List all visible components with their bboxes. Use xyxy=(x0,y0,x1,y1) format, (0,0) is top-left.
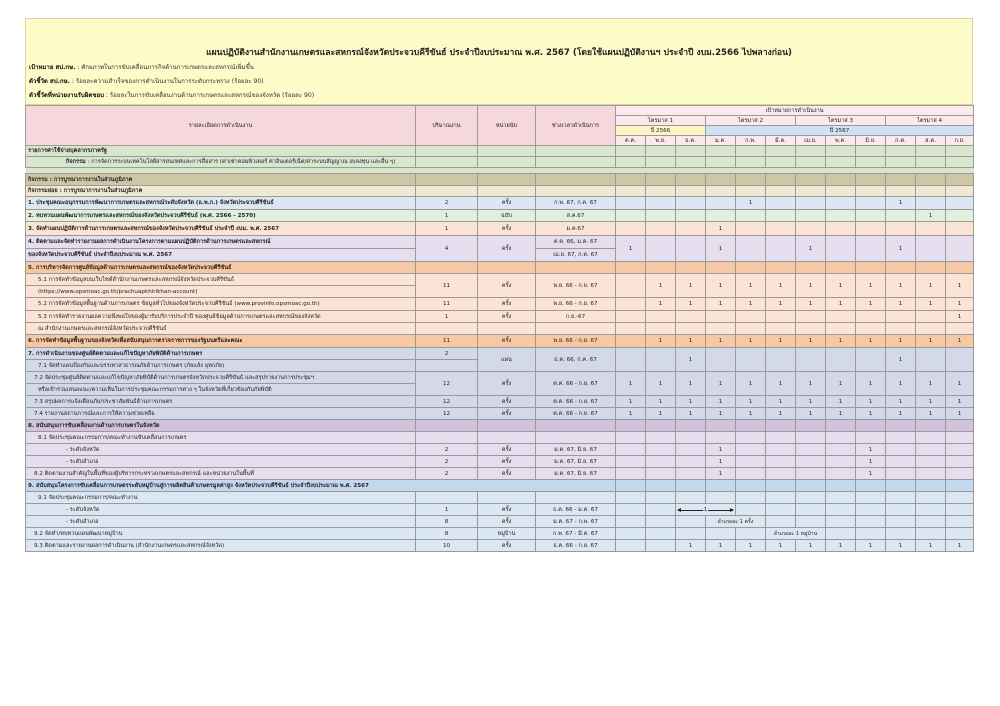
row-unit: ครั้ง xyxy=(478,444,536,456)
row-unit: ฉบับ xyxy=(478,210,536,222)
row-unit: ครั้ง xyxy=(478,298,536,311)
table-row xyxy=(26,540,974,552)
row-qty: 1 xyxy=(416,504,478,516)
row-detail: 7.1 จัดทำแผนป้องกันและบรรเทาสาธารณภัยด้านการเกษตร (ภัยแล้ง อุทกภัย) xyxy=(26,360,416,372)
arrow-right-icon xyxy=(730,508,734,512)
row-period: ก.พ. 67 - มี.ค. 67 xyxy=(536,528,616,540)
month-value: 1 xyxy=(826,298,856,311)
row-detail: 4. ติดตามและจัดทำรายงานผลการดำเนินงานโครงการตามแผนปฏิบัติการด้านการเกษตรและสหกรณ์ xyxy=(26,236,416,249)
month-value: 1 xyxy=(676,372,706,396)
table-row xyxy=(26,492,974,504)
month-value: 1 xyxy=(706,222,736,236)
month-value: 1 xyxy=(646,335,676,348)
table-row-cont xyxy=(26,323,974,335)
month-value: 1 xyxy=(856,274,886,298)
month-value: 1 xyxy=(616,372,646,396)
row-qty: 2 xyxy=(416,444,478,456)
table-row xyxy=(26,262,974,274)
quarter-3: ไตรมาส 3 xyxy=(796,116,886,126)
row-unit: ครั้ง xyxy=(478,408,536,420)
month-value: 1 xyxy=(706,540,736,552)
table-row xyxy=(26,348,974,360)
section-row xyxy=(26,186,974,197)
row-detail: 5.1 การจัดทำข้อมูลบนเว็บไซต์สำนักงานเกษตรและสหกรณ์จังหวัดประจวบคีรีขันธ์ xyxy=(26,274,416,286)
month-value: 1 xyxy=(706,335,736,348)
row-detail: 7.4 รายงานสถานการณ์และการให้ความช่วยเหลือ xyxy=(26,408,416,420)
month-value: 1 xyxy=(736,298,766,311)
month-value: 1 xyxy=(706,408,736,420)
row-unit: ครั้ง xyxy=(478,456,536,468)
table-row xyxy=(26,197,974,210)
row-detail: - ระดับจังหวัด xyxy=(26,444,416,456)
month-value: 1 xyxy=(736,197,766,210)
activity-text xyxy=(26,157,416,168)
month-value: 1 xyxy=(676,274,706,298)
table-row xyxy=(26,432,974,444)
month-value: 1 xyxy=(706,456,736,468)
month-value: 1 xyxy=(856,540,886,552)
month-value: 1 xyxy=(676,298,706,311)
month-value: 1 xyxy=(916,335,946,348)
month-may: พ.ค. xyxy=(826,136,856,146)
row-period: พ.ย. 66 - ก.ย. 67 xyxy=(536,298,616,311)
month-value: 1 xyxy=(706,468,736,480)
table-row xyxy=(26,222,974,236)
row-unit: ครั้ง xyxy=(478,274,536,298)
table-row xyxy=(26,504,974,516)
row-detail: 6. การจัดทำข้อมูลพื้นฐานของจังหวัดเพื่อสนับสนุนการตรวจราชการของรัฐมนตรีและคณะ xyxy=(26,335,416,348)
table-row xyxy=(26,372,974,384)
row-unit: ครั้ง xyxy=(478,372,536,396)
table-row xyxy=(26,516,974,528)
col-header-quantity: ปริมาณงาน xyxy=(416,106,478,146)
month-value: 1 xyxy=(766,335,796,348)
month-value: 1 xyxy=(616,236,646,262)
unit-kpi-label: ตัวชี้วัดที่หน่วยงานรับผิดชอบ xyxy=(29,92,104,99)
row-detail: 1. ประชุมคณะอนุกรรมการพัฒนาการเกษตรและสหกรณ์ระดับจังหวัด (อ.พ.ก.) จังหวัดประจวบคีรีขันธ์ xyxy=(26,197,416,210)
month-value: 1 xyxy=(736,335,766,348)
row-detail: 5.3 การจัดทำรายงานผลความพึงพอใจของผู้มารับบริการประจำปี ของศูนย์ข้อมูลด้านการเกษตรและสหกรณ์ของจังหวัด xyxy=(26,311,416,323)
month-value: 1 xyxy=(886,408,916,420)
row-detail: ของจังหวัดประจวบคีรีขันธ์ ประจำปีงบประมาณ พ.ศ. 2567 xyxy=(26,249,416,262)
table-row xyxy=(26,396,974,408)
month-mar: มี.ค. xyxy=(766,136,796,146)
month-value: 1 xyxy=(796,236,826,262)
month-value: 1 xyxy=(856,456,886,468)
month-value: 1 xyxy=(886,298,916,311)
month-value: 1 xyxy=(796,274,826,298)
month-value: 1 xyxy=(766,396,796,408)
table-row xyxy=(26,311,974,323)
kpi-text: : ร้อยละความสำเร็จของการดำเนินงานในการระดับกระทรวง (ร้อยละ 90) xyxy=(71,78,264,85)
row-qty: 12 xyxy=(416,408,478,420)
row-qty: 2 xyxy=(416,197,478,210)
month-value: 1 xyxy=(796,298,826,311)
month-value: 1 xyxy=(856,335,886,348)
month-value: 1 xyxy=(856,396,886,408)
row-detail: 7.2 จัดประชุมศูนย์ติดตามและแก้ไขปัญหาภัยพิบัติด้านการเกษตรจังหวัดประจวบคีรีขันธ์ และสรุปรายงานการประชุมฯ xyxy=(26,372,416,384)
month-value: 1 xyxy=(796,396,826,408)
row-detail: 5.2 การจัดทำข้อมูลพื้นฐานด้านการเกษตร ข้อมูลทั่วไปของจังหวัดประจวบคีรีขันธ์ (www.provinfo.opsmoac.go.th) xyxy=(26,298,416,311)
row-period: เม.ย. 67, ก.ค. 67 xyxy=(536,249,616,262)
month-value: 1 xyxy=(886,372,916,396)
activity-row xyxy=(26,157,974,168)
month-jun: มิ.ย. xyxy=(856,136,886,146)
row-period: ก.พ. 67, ก.ค. 67 xyxy=(536,197,616,210)
month-value: 1 xyxy=(706,298,736,311)
month-value: 1 xyxy=(946,311,974,323)
row-detail: หรือเข้าร่วมเสนอแนะ/ความเห็นในการประชุมคณะกรรมการต่าง ๆ ในจังหวัดที่เกี่ยวข้องกับภัยพิบัติ xyxy=(26,384,416,396)
sheet-header xyxy=(25,18,973,105)
month-value: 1 xyxy=(946,335,974,348)
row-period: ม.ค. 67, มิ.ย. 67 xyxy=(536,468,616,480)
table-row xyxy=(26,408,974,420)
row-period: ธ.ค. 66 - ม.ค. 67 xyxy=(536,504,616,516)
month-value: 1 xyxy=(736,408,766,420)
month-value: 1 xyxy=(826,335,856,348)
month-oct: ต.ค. xyxy=(616,136,646,146)
activity-label: กิจกรรม xyxy=(66,159,86,165)
month-value: 1 xyxy=(826,372,856,396)
month-value: 1 xyxy=(766,540,796,552)
col-header-period: ช่วงเวลาดำเนินการ xyxy=(536,106,616,146)
row-detail: 2. ทบทวนแผนพัฒนาการเกษตรและสหกรณ์ของจังหวัดประจวบคีรีขันธ์ (พ.ศ. 2566 - 2570) xyxy=(26,210,416,222)
row-unit: แผน xyxy=(478,348,536,372)
row-period: ธ.ค. 66, ก.ค. 67 xyxy=(536,348,616,372)
row-detail: 8. สนับสนุนการขับเคลื่อนงานด้านการเกษตรในจังหวัด xyxy=(26,420,416,432)
month-value: 1 xyxy=(886,197,916,210)
month-value: 1 xyxy=(916,274,946,298)
month-value: 1 xyxy=(646,298,676,311)
row-detail: 5. การบริหารจัดการศูนย์ข้อมูลด้านการเกษตรและสหกรณ์ของจังหวัดประจวบคีรีขันธ์ xyxy=(26,262,416,274)
month-value: 1 xyxy=(676,396,706,408)
row-qty: 12 xyxy=(416,396,478,408)
unit-kpi-text: : ร้อยละในการขับเคลื่อนงานด้านการเกษตรและสหกรณ์ของจังหวัด (ร้อยละ 90) xyxy=(105,92,315,99)
month-value: 1 xyxy=(766,408,796,420)
month-value: 1 xyxy=(766,298,796,311)
row-detail: 9.3 ติดตามและรายงานผลการดำเนินงาน (สำนักงานเกษตรและสหกรณ์จังหวัด) xyxy=(26,540,416,552)
month-value: 1 xyxy=(706,274,736,298)
month-value: 1 xyxy=(916,298,946,311)
month-feb: ก.พ. xyxy=(736,136,766,146)
month-value: 1 xyxy=(826,274,856,298)
page-title: แผนปฏิบัติงานสำนักงานเกษตรและสหกรณ์จังหวัดประจวบคีรีขันธ์ ประจำปีงบประมาณ พ.ศ. 2567 (โดยใช้แผนปฏิบัติงานฯ ประจำปี งบม.2566 ไปพลางก่อน) xyxy=(206,48,792,58)
timeline-arrow xyxy=(676,504,736,516)
row-unit: ครั้ง xyxy=(478,516,536,528)
kpi-label: ตัวชี้วัด สป.กษ. xyxy=(29,78,70,85)
row-detail: 9.1 จัดประชุมคณะกรรมการ/คณะทำงาน xyxy=(26,492,416,504)
month-value: 1 xyxy=(916,396,946,408)
plan-sheet xyxy=(25,18,973,552)
table-row xyxy=(26,528,974,540)
month-value: 1 xyxy=(916,408,946,420)
month-value: 1 xyxy=(946,408,974,420)
row-qty: 12 xyxy=(416,372,478,396)
row-unit: หมู่บ้าน xyxy=(478,528,536,540)
kpi-line xyxy=(29,76,264,86)
row-detail: 7. การดำเนินงานของศูนย์ติดตามและแก้ไขปัญหาภัยพิบัติด้านการเกษตร xyxy=(26,348,416,360)
row-detail: 7.3 สรุปผลการแจ้งเตือนภัย/ประชาสัมพันธ์ด้านการเกษตร xyxy=(26,396,416,408)
row-unit: ครั้ง xyxy=(478,197,536,210)
section-title: รายการค่าใช้จ่ายบุคลากรภาครัฐ xyxy=(26,146,416,157)
year-2567: ปี 2567 xyxy=(706,126,974,136)
row-period: ม.ค. 67, มิ.ย. 67 xyxy=(536,444,616,456)
month-jul: ก.ค. xyxy=(886,136,916,146)
month-value: 1 xyxy=(676,348,706,372)
month-value: 1 xyxy=(736,540,766,552)
month-value: 1 xyxy=(826,408,856,420)
month-value: 1 xyxy=(736,372,766,396)
row-period: ม.ค. 67 - ก.พ. 67 xyxy=(536,516,616,528)
row-note: อำเภอละ 1 หมู่บ้าน xyxy=(766,528,826,540)
month-value: 1 xyxy=(826,540,856,552)
month-value: 1 xyxy=(736,274,766,298)
month-sep: ก.ย. xyxy=(946,136,974,146)
row-qty: 1 xyxy=(416,311,478,323)
month-value: 1 xyxy=(856,468,886,480)
month-value: 1 xyxy=(706,372,736,396)
month-value: 1 xyxy=(796,540,826,552)
table-row xyxy=(26,274,974,286)
row-unit: ครั้ง xyxy=(478,540,536,552)
month-value: 1 xyxy=(796,372,826,396)
row-period: ส.ค.67 xyxy=(536,210,616,222)
row-qty: 1 xyxy=(416,210,478,222)
row-unit: ครั้ง xyxy=(478,236,536,262)
row-detail: 9. สนับสนุนโครงการขับเคลื่อนการเกษตรระดับหมู่บ้านสู่การผลิตสินค้าเกษตรมูลค่าสูง จังหวัดประจวบคีรีขันธ์ ประจำปีงบประมาณ พ.ศ. 2567 xyxy=(26,480,616,492)
month-value: 1 xyxy=(616,408,646,420)
month-value: 1 xyxy=(946,540,974,552)
row-qty: 2 xyxy=(416,348,478,360)
month-dec: ธ.ค. xyxy=(676,136,706,146)
month-value: 1 xyxy=(856,408,886,420)
row-period: ม.ค. 67, มิ.ย. 67 xyxy=(536,456,616,468)
row-period: ม.ค.67 xyxy=(536,222,616,236)
row-period: พ.ย. 66 - ก.ย. 67 xyxy=(536,274,616,298)
row-note: อำเภอละ 1 ครั้ง xyxy=(706,516,766,528)
month-value: 1 xyxy=(946,372,974,396)
section-title: กิจกรรม : การบูรณาการงานในส่วนภูมิภาค xyxy=(26,174,416,186)
row-period: ต.ค. 66, ม.ค. 67 xyxy=(536,236,616,249)
month-value: 1 xyxy=(646,274,676,298)
quarter-4: ไตรมาส 4 xyxy=(886,116,974,126)
row-unit: ครั้ง xyxy=(478,396,536,408)
row-detail: 8.1 จัดประชุมคณะกรรมการ/คณะทำงานขับเคลื่อนการเกษตร xyxy=(26,432,416,444)
table-row xyxy=(26,210,974,222)
month-value: 1 xyxy=(706,444,736,456)
month-value: 1 xyxy=(736,396,766,408)
month-value: 1 xyxy=(886,236,916,262)
row-detail: ณ สำนักงานเกษตรและสหกรณ์จังหวัดประจวบคีรีขันธ์ xyxy=(26,323,416,335)
month-value: 1 xyxy=(886,396,916,408)
month-value: 1 xyxy=(646,408,676,420)
month-value: 1 xyxy=(676,408,706,420)
table-row xyxy=(26,420,974,432)
month-value: 1 xyxy=(796,335,826,348)
col-header-target: เป้าหมายการดำเนินงาน xyxy=(616,106,974,116)
month-value: 1 xyxy=(646,372,676,396)
row-period: ธ.ค. 66 - ก.ย. 67 xyxy=(536,540,616,552)
quarter-1: ไตรมาส 1 xyxy=(616,116,706,126)
table-row xyxy=(26,468,974,480)
row-unit: ครั้ง xyxy=(478,468,536,480)
month-nov: พ.ย. xyxy=(646,136,676,146)
month-value: 1 xyxy=(856,298,886,311)
row-period: พ.ย. 66 - ก.ย. 67 xyxy=(536,335,616,348)
row-detail-link[interactable]: (https://www.opsmoac.go.th/prachuapkhirikhan-account) xyxy=(26,286,416,298)
row-detail: 3. จัดทำแผนปฏิบัติการด้านการเกษตรและสหกรณ์ของจังหวัดประจวบคีรีขันธ์ ประจำปี งบม. พ.ศ. 2567 xyxy=(26,222,416,236)
goal-text: : ศักยภาพในการขับเคลื่อนภารกิจด้านการเกษตรและสหกรณ์เพิ่มขึ้น xyxy=(77,64,254,71)
table-row xyxy=(26,236,974,249)
month-value: 1 xyxy=(886,348,916,372)
month-value: 1 xyxy=(676,540,706,552)
row-qty: 1 xyxy=(416,222,478,236)
row-qty: 8 xyxy=(416,528,478,540)
month-value: 1 xyxy=(766,372,796,396)
row-period: ก.ย.-67 xyxy=(536,311,616,323)
row-detail: - ระดับจังหวัด xyxy=(26,504,416,516)
month-value: 1 xyxy=(916,540,946,552)
arrow-left-icon xyxy=(677,508,681,512)
goal-label: เป้าหมาย สป.กษ. xyxy=(29,64,76,71)
row-unit: ครั้ง xyxy=(478,311,536,323)
section-title: กิจกรรมย่อย : การบูรณาการงานในส่วนภูมิภาค xyxy=(26,186,416,197)
month-value: 1 xyxy=(946,396,974,408)
row-detail: 8.2 ติดตามงานสำคัญในพื้นที่ของผู้บริหารกระทรวงเกษตรและสหกรณ์ และหน่วยงานในพื้นที่ xyxy=(26,468,416,480)
table-row xyxy=(26,456,974,468)
month-value: 1 xyxy=(676,335,706,348)
plan-table xyxy=(25,105,974,552)
month-value: 1 xyxy=(916,210,946,222)
month-value: 1 xyxy=(646,396,676,408)
month-value: 1 xyxy=(856,444,886,456)
month-value: 1 xyxy=(856,372,886,396)
table-row xyxy=(26,480,974,492)
row-qty: 10 xyxy=(416,540,478,552)
table-row xyxy=(26,298,974,311)
month-value: 1 xyxy=(766,274,796,298)
month-value: 1 xyxy=(706,236,736,262)
activity-desc: : การจัดการระบบเทคโนโลยีสารสนเทศและการสื่อสาร (ค่าเช่าคอมพิวเตอร์ ค่าอินเตอร์เน็ต/ค่าระบบสัญญาณ งบลงทุน และอื่น ๆ) xyxy=(87,159,396,165)
row-qty: 2 xyxy=(416,468,478,480)
month-value: 1 xyxy=(796,408,826,420)
row-unit: ครั้ง xyxy=(478,504,536,516)
col-header-unit: หน่วยนับ xyxy=(478,106,536,146)
month-value: 1 xyxy=(916,372,946,396)
arrow-value: 1 xyxy=(703,506,708,513)
month-value: 1 xyxy=(706,396,736,408)
row-period: ต.ค. 66 - ก.ย. 67 xyxy=(536,396,616,408)
year-2566: ปี 2566 xyxy=(616,126,706,136)
section-row xyxy=(26,174,974,186)
row-qty: 11 xyxy=(416,298,478,311)
month-value: 1 xyxy=(946,274,974,298)
row-unit: ครั้ง xyxy=(478,335,536,348)
col-header-detail: รายละเอียดการดำเนินงาน xyxy=(26,106,416,146)
month-value: 1 xyxy=(886,335,916,348)
month-apr: เม.ย. xyxy=(796,136,826,146)
month-value: 1 xyxy=(946,298,974,311)
row-period: ต.ค. 66 - ก.ย. 67 xyxy=(536,408,616,420)
row-qty: 2 xyxy=(416,456,478,468)
row-period: ต.ค. 66 - ก.ย. 67 xyxy=(536,372,616,396)
row-qty: 11 xyxy=(416,335,478,348)
section-row xyxy=(26,146,974,157)
row-detail: - ระดับอำเภอ xyxy=(26,456,416,468)
month-aug: ส.ค. xyxy=(916,136,946,146)
month-value: 1 xyxy=(886,274,916,298)
row-detail: - ระดับอำเภอ xyxy=(26,516,416,528)
unit-kpi-line xyxy=(29,90,314,100)
month-value: 1 xyxy=(826,396,856,408)
month-value: 1 xyxy=(886,540,916,552)
table-row xyxy=(26,444,974,456)
row-qty: 4 xyxy=(416,236,478,262)
row-qty: 8 xyxy=(416,516,478,528)
row-qty: 11 xyxy=(416,274,478,298)
row-detail: 9.2 จัดทำ/ทบทวนแผนพัฒนาหมู่บ้าน xyxy=(26,528,416,540)
table-row xyxy=(26,335,974,348)
row-unit: ครั้ง xyxy=(478,222,536,236)
goal-line xyxy=(29,62,254,72)
month-jan: ม.ค. xyxy=(706,136,736,146)
quarter-2: ไตรมาส 2 xyxy=(706,116,796,126)
month-value: 1 xyxy=(616,396,646,408)
